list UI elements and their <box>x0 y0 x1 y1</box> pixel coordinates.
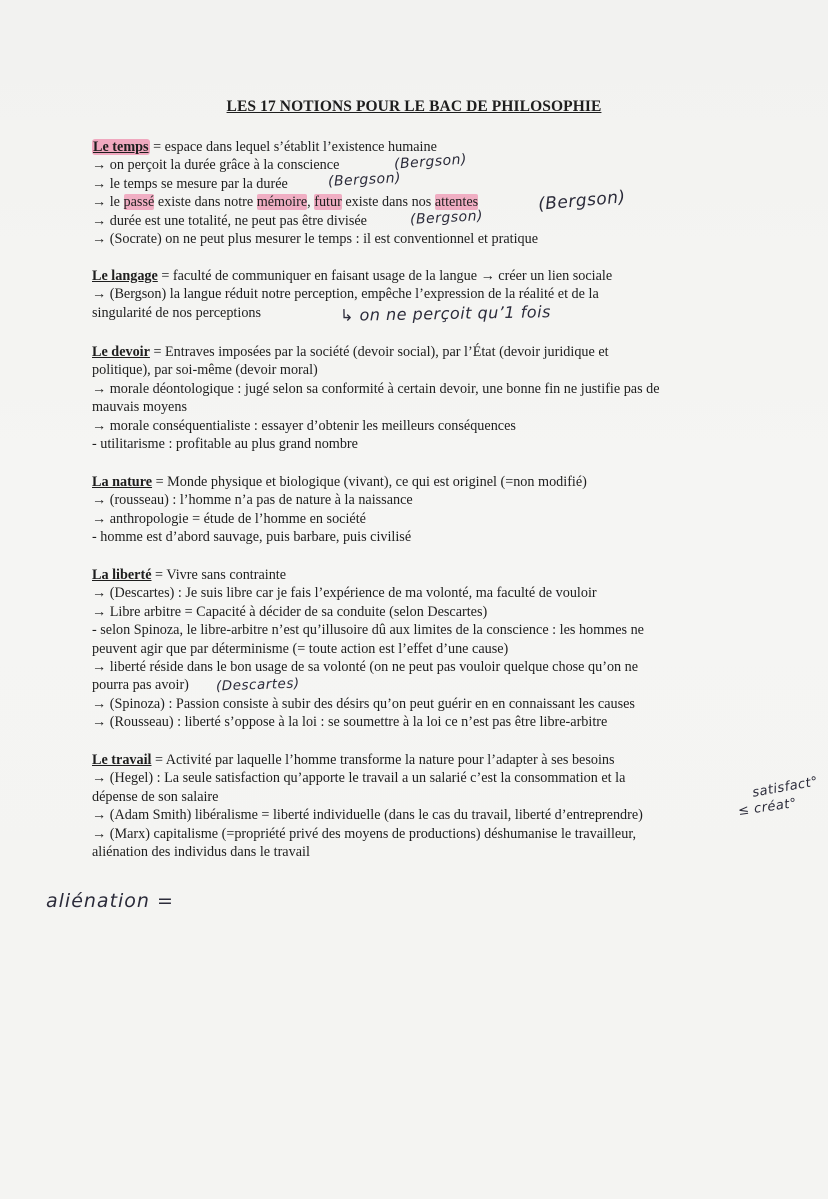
liberte-definition: La liberté = Vivre sans contrainte <box>92 567 287 583</box>
travail-line-4: → (Marx) capitalisme (=propriété privé des moyens de productions) déshumanise le travailleur, <box>92 825 637 842</box>
handwritten-note-satisfaction: satisfact° <box>751 774 820 801</box>
travail-heading: Le travail <box>92 752 152 768</box>
handwritten-note-bergson-4: (Bergson) <box>409 208 484 228</box>
nature-line-1: → (rousseau) : l’homme n’a pas de nature à la naissance <box>92 492 413 509</box>
handwritten-note-creation: ≤ créat° <box>737 795 798 820</box>
travail-line-2: dépense de son salaire <box>92 788 219 805</box>
liberte-line-5: → liberté réside dans le bon usage de sa volonté (on ne peut pas vouloir quelque chose qu’on ne <box>92 659 639 676</box>
devoir-line-3: mauvais moyens <box>92 399 187 416</box>
langage-heading: Le langage <box>92 268 158 284</box>
liberte-line-4: peuvent agir que par déterminisme (= toute action est l’effet d’une cause) <box>92 640 509 657</box>
handwritten-note-bergson-2: (Bergson) <box>327 170 402 190</box>
temps-line-2: → le temps se mesure par la durée <box>92 175 288 192</box>
handwritten-note-bergson-3: (Bergson) <box>537 187 627 215</box>
temps-definition: Le temps = espace dans lequel s’établit l’existence humaine <box>93 139 437 155</box>
temps-line-3: → le passé existe dans notre mémoire, futur existe dans nos attentes <box>92 194 479 211</box>
devoir-line-2: → morale déontologique : jugé selon sa conformité à certain devoir, une bonne fin ne justifie pas de <box>92 380 660 397</box>
langage-line-2: singularité de nos perceptions <box>92 304 262 321</box>
liberte-line-2: → Libre arbitre = Capacité à décider de sa conduite (selon Descartes) <box>92 603 488 620</box>
langage-definition: Le langage = faculté de communiquer en faisant usage de la langue → créer un lien sociale <box>92 268 613 284</box>
handwritten-note-alienation: aliénation = <box>46 890 174 912</box>
devoir-definition: Le devoir = Entraves imposées par la société (devoir social), par l’État (devoir juridique et <box>92 344 609 360</box>
handwritten-note-bergson-1: (Bergson) <box>393 151 468 173</box>
liberte-line-8: → (Rousseau) : liberté s’oppose à la loi : se soumettre à la loi ce n’est pas être libre-arbitre <box>92 714 608 731</box>
section-nature <box>92 473 732 547</box>
devoir-heading: Le devoir <box>92 344 150 360</box>
langage-line-1: → (Bergson) la langue réduit notre perception, empêche l’expression de la réalité et de la <box>92 286 599 303</box>
section-devoir <box>92 343 732 453</box>
temps-line-5: → (Socrate) on ne peut plus mesurer le temps : il est conventionnel et pratique <box>92 231 538 248</box>
highlight-attentes: attentes <box>434 194 479 211</box>
travail-line-3: → (Adam Smith) libéralisme = liberté individuelle (dans le cas du travail, liberté d’entreprendre) <box>92 807 643 824</box>
travail-line-5: aliénation des individus dans le travail <box>92 844 310 861</box>
nature-line-3: - homme est d’abord sauvage, puis barbare, puis civilisé <box>92 529 412 546</box>
highlight-memoire: mémoire <box>256 194 308 211</box>
handwritten-note-langage: ↳ on ne perçoit qu’1 fois <box>339 302 552 325</box>
devoir-line-5: - utilitarisme : profitable au plus grand nombre <box>92 436 358 453</box>
devoir-line-4: → morale conséquentialiste : essayer d’obtenir les meilleurs conséquences <box>92 417 516 434</box>
highlight-passe: passé <box>123 194 155 211</box>
temps-line-4: → durée est une totalité, ne peut pas être divisée <box>92 212 367 229</box>
temps-heading: Le temps <box>93 139 149 155</box>
nature-line-2: → anthropologie = étude de l’homme en société <box>92 510 366 527</box>
section-liberte <box>92 566 732 732</box>
devoir-line-1: politique), par soi-même (devoir moral) <box>92 362 318 379</box>
nature-definition: La nature = Monde physique et biologique (vivant), ce qui est originel (=non modifié) <box>92 474 587 490</box>
liberte-line-1: → (Descartes) : Je suis libre car je fais l’expérience de ma volonté, ma faculté de vouloir <box>92 585 597 602</box>
travail-line-1: → (Hegel) : La seule satisfaction qu’apporte le travail a un salarié c’est la consommation et la <box>92 770 626 787</box>
page-title: LES 17 NOTIONS POUR LE BAC DE PHILOSOPHIE <box>226 98 602 115</box>
travail-definition: Le travail = Activité par laquelle l’homme transforme la nature pour l’adapter à ses besoins <box>92 752 615 768</box>
highlight-futur: futur <box>314 194 342 211</box>
nature-heading: La nature <box>92 474 153 490</box>
liberte-line-3: - selon Spinoza, le libre-arbitre n’est qu’illusoire dû aux limites de la conscience : les hommes ne <box>92 622 644 639</box>
handwritten-note-descartes: (Descartes) <box>215 675 300 695</box>
liberte-heading: La liberté <box>92 567 152 583</box>
temps-line-1: → on perçoit la durée grâce à la conscience <box>92 157 340 174</box>
liberte-line-7: → (Spinoza) : Passion consiste à subir des désirs qu’on peut guérir en en connaissant les causes <box>92 695 635 712</box>
liberte-line-6: pourra pas avoir) <box>92 677 189 694</box>
section-travail <box>92 751 732 861</box>
